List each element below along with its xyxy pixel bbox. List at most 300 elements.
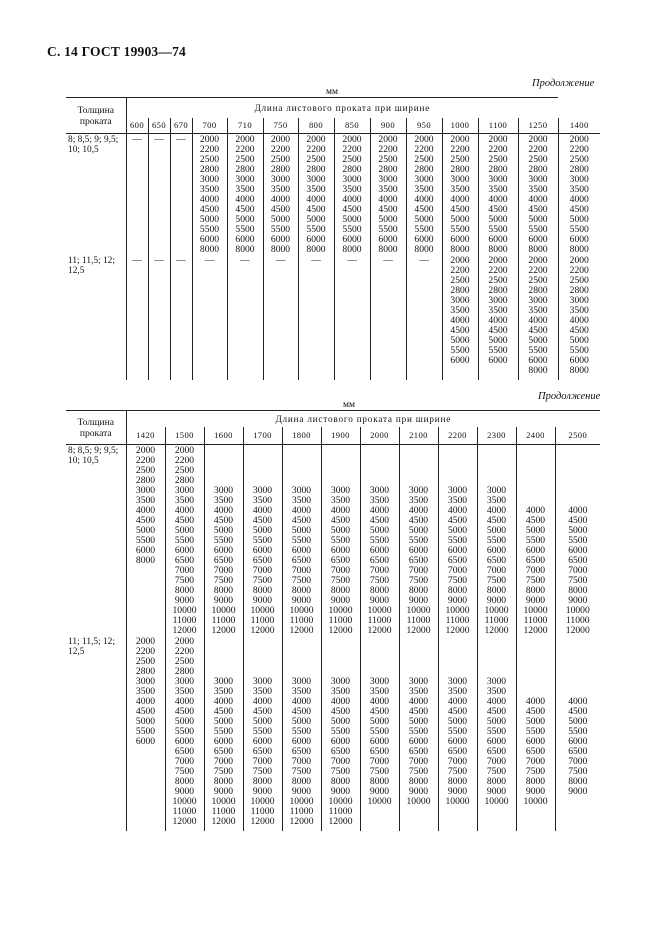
length-value: 2800 [306,164,326,175]
length-value: 8000 [174,776,195,787]
length-value: 2500 [414,154,434,165]
length-value: 10000 [289,605,314,616]
length-value: 2200 [450,144,470,155]
length-value [556,677,601,687]
length-value: 2500 [135,656,156,667]
length-value: 5000 [408,716,429,727]
length-value: 9000 [213,786,234,797]
length-value: 4000 [569,315,589,326]
thickness-cell: 11; 11,5; 12; 12,5 [68,256,115,276]
length-value: 7000 [525,756,546,767]
length-cell [334,255,370,380]
length-value: 9000 [291,786,312,797]
length-value: 9000 [568,595,588,606]
length-cell [170,134,192,256]
length-value: 3000 [235,174,255,185]
length-value [556,456,601,466]
length-cell [243,636,282,831]
length-value: 2800 [174,666,195,677]
length-value: 6000 [369,736,390,747]
length-value: 10000 [211,796,236,807]
length-value: 10000 [328,796,353,807]
length-value: 4000 [408,505,429,516]
length-value [322,647,360,657]
length-value: 6500 [213,555,234,566]
length-value: 3500 [447,686,468,697]
length-value: 9000 [568,786,588,797]
length-value: 5500 [252,726,273,737]
length-value: 6000 [306,234,326,245]
length-value: 2200 [569,265,589,276]
length-value [517,446,555,456]
length-value: 7500 [525,575,546,586]
length-value: 8000 [408,585,429,596]
length-cell [126,445,165,637]
length-value: 5500 [369,535,390,546]
length-value: 2500 [450,154,470,165]
length-cell [555,445,600,637]
length-value [517,466,555,476]
length-cell [148,255,170,380]
length-value: 4500 [525,515,546,526]
length-value [283,456,321,466]
length-value: 2500 [306,154,326,165]
length-value: 2200 [174,455,195,466]
table-row [66,255,600,380]
length-cell [360,636,399,831]
length-value: 6500 [408,555,429,566]
thickness-cell: 8; 8,5; 9; 9,5; 10; 10,5 [68,135,119,155]
length-value: 6000 [568,545,588,556]
length-value: 5000 [488,214,508,225]
length-value: 6000 [528,355,548,366]
length-value: 5500 [447,726,468,737]
page-header: С. 14 ГОСТ 19903—74 [47,44,186,59]
length-value: 4500 [135,706,156,717]
length-value: 12000 [250,625,275,636]
length-value: 4500 [450,204,470,215]
length-cell [518,255,558,380]
length-value: 4000 [135,505,156,516]
length-value: 6000 [270,234,291,245]
length-value: 4500 [568,515,588,526]
length-value: 9000 [408,786,429,797]
length-value: 9000 [447,786,468,797]
length-value: 3000 [306,174,326,185]
length-value: 3500 [342,184,362,195]
length-value: 6000 [235,234,255,245]
length-value: 4000 [330,696,351,707]
length-cell [478,255,518,380]
length-value: 3000 [569,174,589,185]
length-value: 7000 [330,756,351,767]
length-value [556,466,601,476]
length-value: 5000 [369,525,390,536]
length-value: 5500 [525,726,546,737]
length-value [283,657,321,667]
length-value: 3500 [569,305,589,316]
length-value [322,657,360,667]
length-value: 6500 [330,555,351,566]
length-value: 8000 [568,776,588,787]
length-value: 3000 [213,676,234,687]
length-value: 2200 [450,265,470,276]
length-value: 5000 [135,525,156,536]
length-value: 10000 [367,796,392,807]
length-value: 7500 [330,766,351,777]
length-value: 5500 [447,535,468,546]
length-value: 2000 [414,134,434,145]
length-value: 4500 [486,706,507,717]
length-value: 4000 [213,696,234,707]
length-value: 5000 [486,716,507,727]
length-value: 4500 [528,325,548,336]
length-cell [126,636,165,831]
length-value: 8000 [252,585,273,596]
width-header: 700 [192,118,227,134]
length-value [478,657,516,667]
length-value [478,466,516,476]
length-value: 3500 [135,686,156,697]
length-value: 4000 [450,194,470,205]
length-value: 8000 [450,244,470,255]
length-value: 4000 [528,315,548,326]
length-cell [126,134,148,256]
length-value: 4500 [199,204,220,215]
length-value: 11000 [328,615,353,626]
length-value: 3500 [135,495,156,506]
length-value: 4000 [252,696,273,707]
length-value: 4500 [291,706,312,717]
length-value [205,637,243,647]
length-value: 5500 [569,224,589,235]
length-value: 2800 [235,164,255,175]
length-value: 5000 [213,716,234,727]
length-value: 5000 [450,335,470,346]
length-value: 3000 [342,174,362,185]
length-value: 5000 [369,716,390,727]
table-row [66,636,600,831]
length-value: 3000 [408,676,429,687]
length-value: 12000 [211,816,236,827]
length-value: 3500 [235,184,255,195]
length-value: 3000 [528,295,548,306]
length-value: 6000 [330,545,351,556]
length-value: 7000 [369,565,390,576]
width-header: 750 [263,118,298,134]
length-value [400,446,438,456]
length-value: 2000 [135,445,156,456]
length-value [439,456,477,466]
length-value: 3500 [252,686,273,697]
length-value: 2200 [378,144,398,155]
length-value: 7000 [408,756,429,767]
length-value [478,446,516,456]
length-value: 5000 [568,716,588,727]
length-value: 8000 [568,585,588,596]
length-cell [478,134,518,256]
length-value: 6500 [213,746,234,757]
length-value: 7500 [213,575,234,586]
length-value: 9000 [291,595,312,606]
length-value: 6000 [174,545,195,556]
continuation-label-2: Продолжение [538,391,601,402]
length-value: 6500 [447,746,468,757]
length-value: 8000 [252,776,273,787]
length-value: 2200 [528,265,548,276]
length-value: 9000 [369,595,390,606]
length-value: 7500 [174,766,195,777]
length-value: 5000 [447,716,468,727]
length-value: 6500 [568,555,588,566]
length-value: 4000 [488,194,508,205]
length-value [283,446,321,456]
length-value: 2200 [306,144,326,155]
length-value: 4500 [330,515,351,526]
length-value: 6500 [330,746,351,757]
length-value: 3000 [488,174,508,185]
length-value: 3500 [291,495,312,506]
length-value: 7000 [568,756,588,767]
length-value: 8000 [213,776,234,787]
length-cell [282,636,321,831]
length-value: 5000 [486,525,507,536]
length-value: 11000 [328,806,353,817]
length-value: 3500 [213,495,234,506]
length-value: 6000 [252,736,273,747]
length-value: 2000 [569,134,589,145]
width-header: 670 [170,118,192,134]
length-value: 6500 [174,746,195,757]
length-value: 5000 [525,716,546,727]
length-value [244,456,282,466]
length-value [556,667,601,677]
length-value: 3500 [199,184,220,195]
length-value: 8000 [525,585,546,596]
length-value: 2000 [174,636,195,647]
length-value [439,647,477,657]
length-value: 4500 [235,204,255,215]
length-value: 4000 [235,194,255,205]
length-value: 5500 [135,535,156,546]
length-value: 3000 [291,485,312,496]
length-value: 4500 [408,706,429,717]
length-value: 10000 [172,796,197,807]
length-value: 3500 [450,305,470,316]
width-header: 710 [227,118,263,134]
length-value: 5500 [569,345,589,356]
length-value: 4000 [306,194,326,205]
length-value: 4500 [252,515,273,526]
length-value: 5000 [235,214,255,225]
length-value: 3000 [369,676,390,687]
length-cell [516,636,555,831]
length-value: 6500 [486,746,507,757]
length-cell [370,255,406,380]
length-value: 6000 [488,234,508,245]
length-cell [165,636,204,831]
length-value: 2500 [450,275,470,286]
length-value: 5000 [528,214,548,225]
length-value: 3500 [414,184,434,195]
length-value: 4000 [369,505,390,516]
length-value: 2800 [135,475,156,486]
length-value: 3500 [174,495,195,506]
length-value: 7500 [568,766,588,777]
length-value: — [347,255,357,266]
length-cell [204,636,243,831]
length-value: 6000 [525,736,546,747]
length-value: 4500 [342,204,362,215]
length-value: 6000 [135,736,156,747]
length-cell [170,255,192,380]
length-value [439,657,477,667]
length-cell [192,255,227,380]
length-value: 8000 [135,555,156,566]
length-value: 2500 [342,154,362,165]
length-value: 3000 [135,676,156,687]
length-value [322,446,360,456]
length-value: — [419,255,429,266]
length-value [517,667,555,677]
length-value: 8000 [414,244,434,255]
length-value: — [132,134,142,145]
length-value: 2200 [414,144,434,155]
width-header: 850 [334,118,370,134]
length-value [556,637,601,647]
length-value: 8000 [486,776,507,787]
length-value: 3000 [408,485,429,496]
length-cell [555,636,600,831]
length-value: 8000 [369,585,390,596]
length-value: 4000 [450,315,470,326]
length-value: 8000 [306,244,326,255]
length-cell [298,255,334,380]
length-value: 6000 [199,234,220,245]
length-value: 2000 [528,255,548,266]
length-cell [442,134,478,256]
length-value [400,466,438,476]
length-value [205,446,243,456]
length-value: 9000 [252,595,273,606]
length-value: 3000 [378,174,398,185]
length-value: 4000 [342,194,362,205]
length-value: 4500 [291,515,312,526]
length-value: 4500 [486,515,507,526]
length-value: 3000 [252,485,273,496]
length-value: 2200 [199,144,220,155]
length-value: 4500 [378,204,398,215]
length-value: 10000 [328,605,353,616]
length-value: 6500 [369,555,390,566]
length-value: 3500 [447,495,468,506]
length-value: 7000 [252,565,273,576]
width-header: 2500 [555,427,600,445]
length-value: 5500 [369,726,390,737]
length-value [478,637,516,647]
length-value: 2200 [528,144,548,155]
thickness-header-2: Толщина проката [66,411,126,445]
length-value: 11000 [289,806,314,817]
length-value: 4000 [525,696,546,707]
length-value: 5500 [174,726,195,737]
length-value: 7500 [447,575,468,586]
length-value: 4500 [525,706,546,717]
length-value: 7000 [174,756,195,767]
length-value: 6000 [291,545,312,556]
length-value: 10000 [289,796,314,807]
length-value: 5000 [135,716,156,727]
length-value: 3000 [174,676,195,687]
length-value: 5000 [270,214,291,225]
length-cell [442,255,478,380]
length-value: 2500 [235,154,255,165]
length-value: 5000 [199,214,220,225]
length-value [322,456,360,466]
length-value: 5500 [306,224,326,235]
length-value: 5500 [342,224,362,235]
length-cell [148,134,170,256]
length-value: 3000 [174,485,195,496]
length-value: 5000 [528,335,548,346]
length-value: 11000 [172,806,197,817]
length-value: 3000 [528,174,548,185]
length-value: 5500 [174,535,195,546]
length-value: 2800 [528,285,548,296]
width-header: 600 [126,118,148,134]
length-value: 7500 [174,575,195,586]
length-value: — [154,134,164,145]
length-value [556,647,601,657]
length-value: 6000 [414,234,434,245]
length-value: 2800 [528,164,548,175]
length-value [517,486,555,496]
length-value: 4500 [569,325,589,336]
length-value: 12000 [250,816,275,827]
length-value: 5500 [330,726,351,737]
length-value: 5000 [447,525,468,536]
length-value: 5500 [378,224,398,235]
length-value: 3500 [330,495,351,506]
length-value: 3500 [291,686,312,697]
length-value: 2200 [174,646,195,657]
length-value: 6500 [174,555,195,566]
length-value: 9000 [330,786,351,797]
length-value: 12000 [328,816,353,827]
length-value: 2200 [135,646,156,657]
length-value: 3500 [252,495,273,506]
length-value: 3000 [450,295,470,306]
length-value: 8000 [235,244,255,255]
length-value [400,637,438,647]
length-value: 12000 [211,625,236,636]
length-value: 4000 [568,505,588,516]
length-cell [438,636,477,831]
length-value: — [311,255,321,266]
length-value: — [154,255,164,266]
length-value: 6000 [488,355,508,366]
length-value: 3000 [486,485,507,496]
length-value: 6000 [486,545,507,556]
length-value: 12000 [289,625,314,636]
length-value: 3500 [486,686,507,697]
length-value [244,637,282,647]
length-value: 6500 [369,746,390,757]
length-value: 10000 [523,796,548,807]
length-value: 11000 [445,615,470,626]
length-value: 5000 [330,525,351,536]
length-value: 9000 [330,595,351,606]
